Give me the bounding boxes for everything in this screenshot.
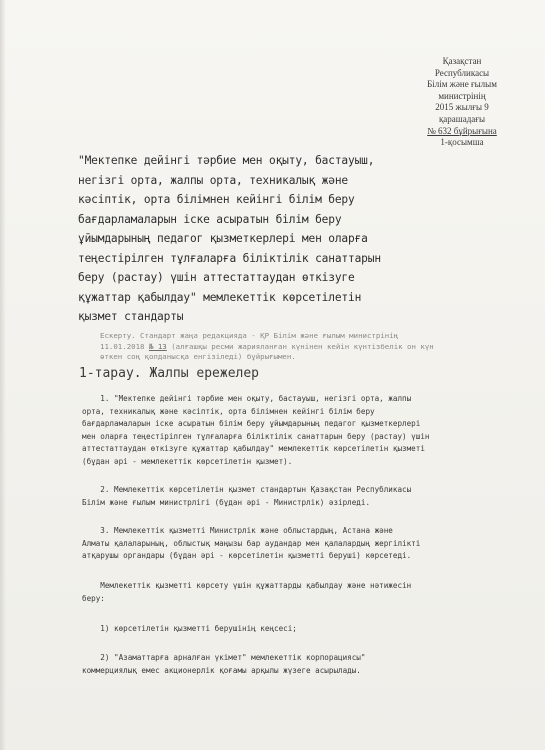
paragraph-line: аттестаттаудан өткізуге құжаттар қабылдау" мемлекеттік көрсетілетін қызметі xyxy=(82,444,425,454)
paragraph-line: орта, техникалық және кәсіптік, орта білімнен кейінгі білім беру xyxy=(82,406,375,416)
paragraph-line: беру: xyxy=(82,593,105,603)
note-line: Ескерту. Стандарт жаңа редакцияда - ҚР Білім және ғылым министрінің xyxy=(100,331,399,340)
paragraph-line: коммерциялық емес акционерлік қоғамы арқылы жүзеге асырылады. xyxy=(82,665,361,675)
paragraph-1 xyxy=(82,393,532,469)
paragraph-line: мен оларға теңестірілген тұлғаларға біліктілік санаттарын беру (растау) үшін xyxy=(82,431,430,441)
note-text: (алғашқы ресми жарияланған күнінен кейін күнтізбелік он күн xyxy=(166,341,434,351)
paragraph-6 xyxy=(82,652,532,677)
paragraph-5 xyxy=(82,623,532,636)
title-line: қызмет стандарты xyxy=(78,310,184,323)
annex-line: министрінің xyxy=(438,90,486,101)
title-line: кәсіптік, орта білімнен кейінгі білім беру xyxy=(78,193,355,206)
amendment-note xyxy=(100,331,530,363)
document-title xyxy=(78,151,518,327)
title-line: теңестірілген тұлғаларға біліктілік санаттарын xyxy=(78,251,381,265)
note-date: 11.01.2018 xyxy=(100,341,149,351)
annex-line: 2015 жылғы 9 xyxy=(435,102,489,113)
title-line: ұйымдарының педагог қызметкерлері мен оларға xyxy=(78,232,368,245)
note-line xyxy=(100,342,530,353)
note-line: өткен соң қолданысқа енгізіледі) бұйрығымен. xyxy=(100,352,296,362)
annex-line: 1-қосымша xyxy=(440,137,484,148)
paragraph-line: Алматы қалаларының, облыстық маңызы бар аудандар мен қалалардың жергілікті xyxy=(82,538,421,548)
paragraph-line: 2. Мемлекеттік көрсетілетін қызмет стандартын Қазақстан Республикасы xyxy=(82,485,412,494)
paragraph-line: 3. Мемлекеттік қызметті Министрлік және облыстардың, Астана және xyxy=(82,526,393,535)
paragraph-line: атқарушы органдары (бұдан әрі - көрсетілетін қызметті беруші) көрсетеді. xyxy=(82,551,412,561)
title-line: бағдарламаларын іске асыратын білім беру xyxy=(78,212,342,226)
paragraph-line: 1. "Мектепке дейінгі тәрбие мен оқыту, бастауыш, негізгі орта, жалпы xyxy=(82,394,412,403)
paragraph-3 xyxy=(82,525,532,563)
paragraph-line: Мемлекеттік қызметті көрсету үшін құжаттарды қабылдау және нәтижесін xyxy=(82,581,412,590)
title-line: "Мектепке дейінгі тәрбие мен оқыту, бастауыш, xyxy=(78,154,375,167)
scan-edge-shadow xyxy=(0,0,6,750)
annex-line: Білім және ғылым xyxy=(427,79,497,90)
annex-line: № 632 бұйрығына xyxy=(427,125,497,136)
annex-line: Республикасы xyxy=(434,67,490,78)
paragraph-2 xyxy=(82,484,532,509)
annex-line: Қазақстан xyxy=(442,56,482,66)
title-line: беру (растау) үшін аттестаттаудан өткізуге xyxy=(78,271,355,284)
paragraph-line: бағдарламаларын іске асыратын білім беру ұйымдарының педагог қызметкерлері xyxy=(82,419,421,429)
paragraph-line: Білім және ғылым министрлігі (бұдан әрі - Министрлік) әзірледі. xyxy=(82,497,371,507)
order-number-link[interactable]: № 13 xyxy=(148,341,167,351)
paragraph-line: 1) көрсетілетін қызметті берушінің кеңсесі; xyxy=(82,624,297,633)
title-line: негізгі орта, жалпы орта, техникалық және xyxy=(78,173,349,187)
paragraph-4 xyxy=(82,580,532,605)
paragraph-line: (бұдан әрі - мемлекеттік көрсетілетін қызмет). xyxy=(82,456,293,466)
chapter-heading: 1-тарау. Жалпы ережелер xyxy=(79,366,260,381)
annex-header xyxy=(408,56,516,149)
title-line: құжаттар қабылдау" мемлекеттік көрсетілетін xyxy=(78,290,362,304)
paragraph-line: 2) "Азаматтарға арналған үкімет" мемлекеттік корпорациясы" xyxy=(82,653,366,662)
annex-line: қарашадағы xyxy=(438,113,486,124)
